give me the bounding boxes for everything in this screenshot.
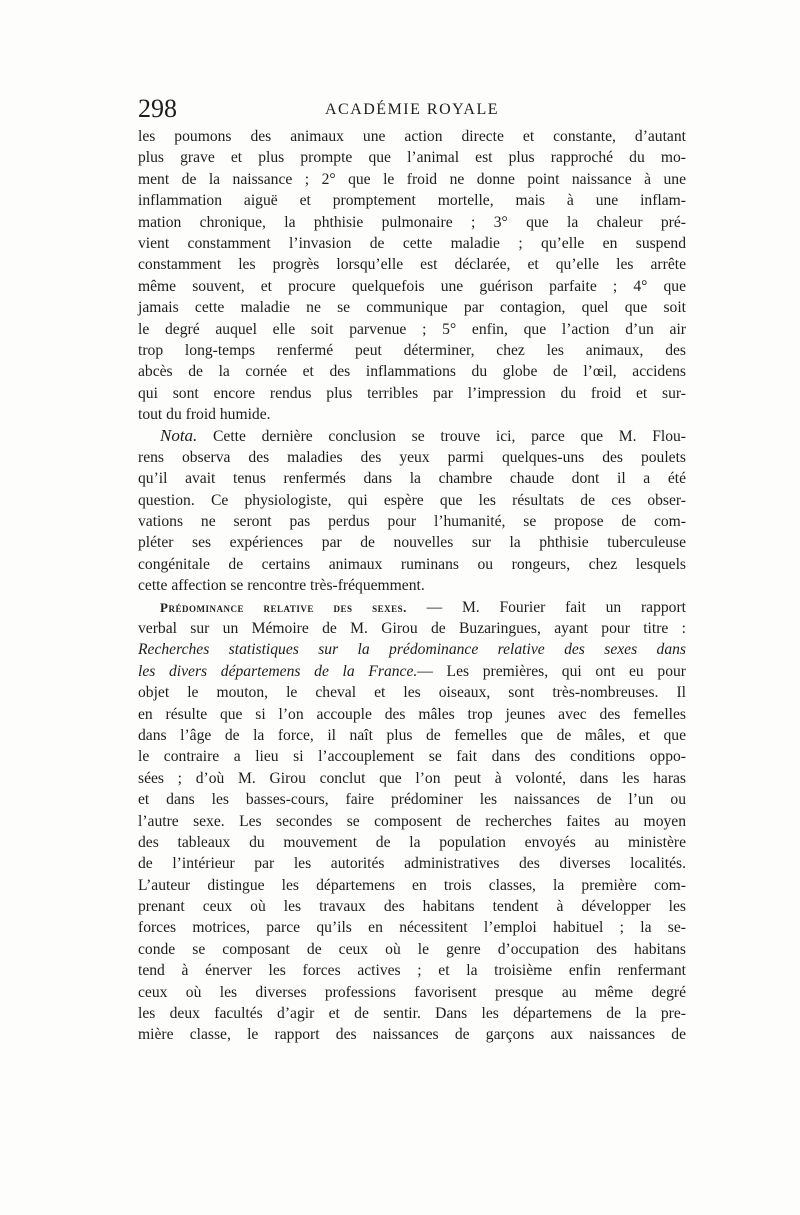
text-line: objet le mouton, le cheval et les oiseaux, sont très-nombreuses. Il [138, 684, 686, 702]
text-line: sées ; d’où M. Girou conclut que l’on peut à volonté, dans les haras [138, 769, 686, 787]
text-line: et dans les basses-cours, faire prédominer les naissances de l’un ou [138, 791, 686, 809]
text-line: le contraire a lieu si l’accouplement se fait dans des conditions oppo- [138, 748, 686, 766]
text-line [138, 661, 686, 682]
text-line: les poumons des animaux une action directe et constante, d’autant [138, 128, 686, 145]
text-line: verbal sur un Mémoire de M. Girou de Buzaringues, ayant pour titre : [138, 619, 686, 637]
text-line: inflammation aiguë et promptement mortelle, mais à une inflam- [138, 192, 686, 210]
text-line: même souvent, et procure quelquefois une guérison parfaite ; 4° que [138, 277, 686, 295]
text-line: cette affection se rencontre très-fréquemment. [138, 577, 425, 595]
text-line: question. Ce physiologiste, qui espère que les résultats de ces obser- [138, 491, 686, 509]
text-line: prenant ceux où les travaux des habitans tendent à développer les [138, 898, 686, 916]
page-header [138, 94, 686, 124]
text-line: ceux où les diverses professions favorisent presque au même degré [138, 983, 686, 1001]
body-text [138, 126, 686, 1046]
text-line: plus grave et plus prompte que l’animal est plus rapproché du mo- [138, 149, 686, 167]
text-line: de l’intérieur par les autorités administratives des diverses localités. [138, 855, 686, 873]
text-line: vations ne seront pas perdus pour l’humanité, se propose de com- [138, 513, 686, 531]
text-line: L’auteur distingue les départemens en trois classes, la première com- [138, 876, 686, 894]
text-line: mation chronique, la phthisie pulmonaire ; 3° que la chaleur pré- [138, 213, 686, 231]
text-line: congénitale de certains animaux ruminans ou rongeurs, chez lesquels [138, 555, 686, 573]
text-line: le degré auquel elle soit parvenue ; 5° enfin, que l’action d’un air [138, 320, 686, 338]
section-text: — M. Fourier fait un rapport [426, 598, 686, 616]
text-line: abcès de la cornée et des inflammations du globe de l’œil, accidens [138, 363, 686, 381]
text-line: vient constamment l’invasion de cette maladie ; qu’elle en suspend [138, 234, 686, 252]
section-first-line [138, 597, 686, 618]
nota-label: Nota. [160, 426, 198, 446]
text-line: tout du froid humide. [138, 406, 271, 424]
memoir-title-line: Recherches statistiques sur la prédominance relative des sexes dans [138, 641, 686, 659]
nota-text: Cette dernière conclusion se trouve ici, parce que M. Flou- [213, 428, 686, 446]
section-title: Prédominance relative des sexes. [160, 599, 407, 615]
text-line: jamais cette maladie ne se communique par contagion, quel que soit [138, 299, 686, 317]
text-line: ment de la naissance ; 2° que le froid ne donne point naissance à une [138, 170, 686, 188]
text-line: des tableaux du mouvement de la population envoyés au ministère [138, 833, 686, 851]
text-line: mière classe, le rapport des naissances de garçons aux naissances de [138, 1026, 686, 1044]
page-number: 298 [138, 94, 177, 123]
text-line: rens observa des maladies des yeux parmi quelques-uns des poulets [138, 448, 686, 466]
text-line: constamment les progrès lorsqu’elle est déclarée, et qu’elle les arrête [138, 256, 686, 274]
text-line: trop long-temps renfermé peut déterminer, chez les animaux, des [138, 341, 686, 359]
text-line: conde se composant de ceux où le genre d’occupation des habitans [138, 940, 686, 958]
memoir-title-end: les divers départemens de la France. [138, 662, 418, 680]
text-line: qu’il avait tenus renfermés dans la chambre chaude dont il a été [138, 470, 686, 488]
text-line: l’autre sexe. Les secondes se composent de recherches faites au moyen [138, 812, 686, 830]
running-title: ACADÉMIE ROYALE [324, 101, 500, 118]
text-line: en résulte que si l’on accouple des mâles trop jeunes avec des femelles [138, 705, 686, 723]
nota-first-line [138, 425, 686, 446]
text-line: forces motrices, parce qu’ils en nécessitent l’emploi habituel ; la se- [138, 919, 686, 937]
text-after-title: — Les premières, qui ont eu pour [417, 662, 686, 680]
text-line: qui sont encore rendus plus terribles par l’impression du froid et sur- [138, 384, 686, 402]
text-line: pléter ses expériences par de nouvelles sur la phthisie tuberculeuse [138, 534, 686, 552]
text-line: dans l’âge de la force, il naît plus de femelles que de mâles, et que [138, 726, 686, 744]
text-line: les deux facultés d’agir et de sentir. Dans les départemens de la pre- [138, 1005, 686, 1023]
text-line: tend à énerver les forces actives ; et la troisième enfin renfermant [138, 962, 686, 980]
